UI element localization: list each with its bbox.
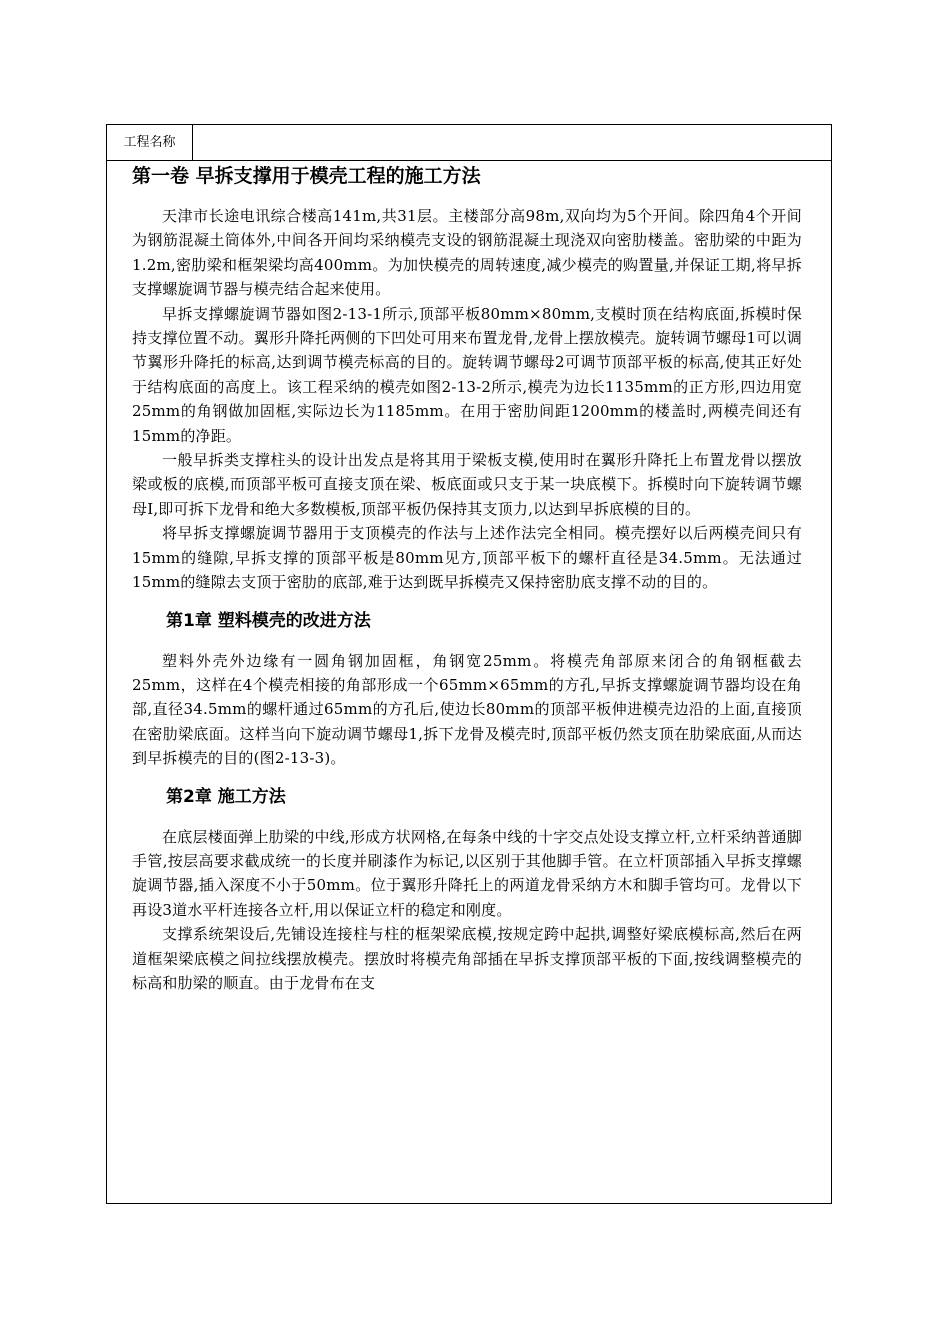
volume-paragraph-1: 天津市长途电讯综合楼高141m,共31层。主楼部分高98m,双向均为5个开间。除四角4个开间为钢筋混凝土筒体外,中间各开间均采纳模壳支设的钢筋混凝土现浇双向密肋楼盖。密肋梁的中距为1.2m,密肋梁和框架梁均高400mm。为加快模壳的周转速度,减少模壳的购置量,并保证工期,将早拆支撑螺旋调节器与模壳结合起来使用。 xyxy=(132,207,802,299)
volume-paragraph-2: 早拆支撑螺旋调节器如图2-13-1所示,顶部平板80mm×80mm,支模时顶在结构底面,拆模时保持支撑位置不动。翼形升降托两侧的下凹处可用来布置龙骨,龙骨上摆放模壳。旋转调节螺母1可以调节翼形升降托的标高,达到调节模壳标高的目的。旋转调节螺母2可调节顶部平板的标高,使其正好处于结构底面的高度上。该工程采纳的模壳如图2-13-2所示,模壳为边长1135mm的正方形,四边用宽25mm的角钢做加固框,实际边长为1185mm。在用于密肋间距1200mm的楼盖时,两模壳间还有15mm的净距。 xyxy=(132,304,802,445)
volume-paragraph-4: 将早拆支撑螺旋调节器用于支顶模壳的作法与上述作法完全相同。模壳摆好以后两模壳间只有15mm的缝隙,早拆支撑的顶部平板是80mm见方,顶部平板下的螺杆直径是34.5mm。无法通过15mm的缝隙去支顶于密肋的底部,难于达到既早拆模壳又保持密肋底支撑不动的目的。 xyxy=(132,524,802,592)
project-name-value xyxy=(193,125,831,160)
chapter-2-title: 第2章 施工方法 xyxy=(166,786,286,807)
volume-title: 第一卷 早拆支撑用于模壳工程的施工方法 xyxy=(132,165,481,187)
chapter-2-paragraph-1: 在底层楼面弹上肋梁的中线,形成方状网格,在每条中线的十字交点处设支撑立杆,立杆采纳普通脚手管,按层高要求截成统一的长度并刷漆作为标记,以区别于其他脚手管。在立杆顶部插入早拆支撑螺旋调节器,插入深度不小于50mm。位于翼形升降托上的两道龙骨采纳方木和脚手管均可。龙骨以下再设3道水平杆连接各立杆,用以保证立杆的稳定和刚度。 xyxy=(132,827,802,919)
project-name-label: 工程名称 xyxy=(107,125,193,160)
chapter-1-paragraph-1: 塑料外壳外边缘有一圆角钢加固框，角钢宽25mm。将模壳角部原来闭合的角钢框截去25mm，这样在4个模壳相接的角部形成一个65mm×65mm的方孔,早拆支撑螺旋调节器均设在角部,直径34.5mm的螺杆通过65mm的方孔后,使边长80mm的顶部平板伸进模壳边沿的上面,直接顶在密肋梁底面。这样当向下旋动调节螺母1,拆下龙骨及模壳时,顶部平板仍然支顶在肋梁底面,从而达到早拆模壳的目的(图2-13-3)。 xyxy=(132,651,802,768)
chapter-1-title: 第1章 塑料模壳的改进方法 xyxy=(166,610,371,631)
document-content xyxy=(132,162,802,995)
project-name-row xyxy=(107,125,831,161)
volume-paragraph-3: 一般早拆类支撑柱头的设计出发点是将其用于梁板支模,使用时在翼形升降托上布置龙骨以摆放梁或板的底模,而顶部平板可直接支顶在梁、板底面或只支于某一块底模下。拆模时向下旋转调节螺母I,即可拆下龙骨和绝大多数模板,顶部平板仍保持其支顶力,以达到早拆底模的目的。 xyxy=(132,451,802,518)
document-frame xyxy=(106,124,832,1204)
chapter-2-paragraph-2: 支撑系统架设后,先铺设连接柱与柱的框架梁底模,按规定跨中起拱,调整好梁底模标高,然后在两道框架梁底模之间拉线摆放模壳。摆放时将模壳角部插在早拆支撑顶部平板的下面,按线调整模壳的标高和肋梁的顺直。由于龙骨布在支 xyxy=(132,925,802,992)
